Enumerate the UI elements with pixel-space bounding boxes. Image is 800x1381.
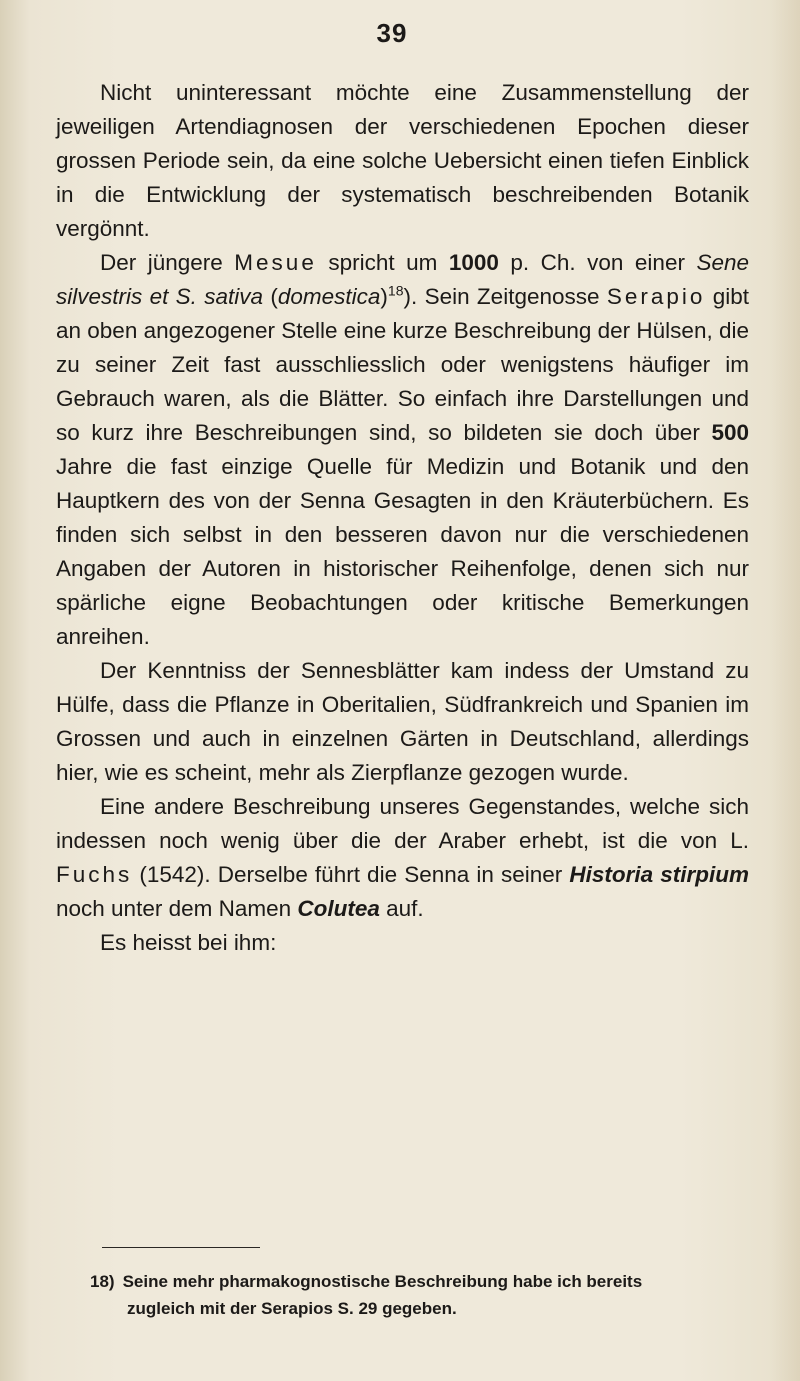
footnote-reference: 18	[387, 282, 404, 299]
text-run: spricht um	[316, 250, 449, 275]
text-run: (	[263, 284, 278, 309]
text-run: (1542). Derselbe führt die Senna in seiner	[132, 862, 570, 887]
text-run: auf.	[379, 896, 424, 921]
author-name-mesue: Mesue	[234, 250, 317, 275]
paragraph-5: Es heisst bei ihm:	[100, 930, 277, 955]
text-run: Jahre die fast einzige Quelle für Medizin und Botanik und den Hauptkern des von der Senna Gesagten in den Kräuterbüchern. Es finden sich selbst in den besseren davon nur die verschiedenen Angaben der Autoren in historischer Reihenfolge, denen sich nur spärliche eigne Beobachtungen oder kritische Bemerkungen anreihen.	[56, 454, 749, 649]
paragraph-4	[56, 790, 749, 926]
footnote-divider	[102, 1247, 260, 1248]
footnote-line-1: Seine mehr pharmakognostische Beschreibung habe ich bereits	[122, 1272, 643, 1291]
footnote-line-2: zugleich mit der Serapios S. 29 gegeben.	[127, 1299, 457, 1318]
work-title: Historia stirpium	[569, 862, 750, 887]
years-count: 500	[711, 420, 749, 445]
body-text	[56, 76, 749, 960]
paragraph-3: Der Kenntniss der Sennesblätter kam indess der Umstand zu Hülfe, dass die Pflanze in Oberitalien, Südfrankreich und Spanien im Grossen und auch in einzelnen Gärten in Deutschland, allerdings hier, wie es scheint, mehr als Zierpflanze gezogen wurde.	[56, 658, 749, 785]
species-name: Sene silvestris et S. sativa	[56, 250, 749, 309]
author-name-fuchs: Fuchs	[56, 862, 133, 887]
genus-name: Colutea	[297, 896, 380, 921]
text-run: ). Sein Zeitgenosse	[403, 284, 607, 309]
text-run: Der jüngere	[100, 250, 235, 275]
paragraph-1: Nicht uninteressant möchte eine Zusammenstellung der jeweiligen Artendiagnosen der verschiedenen Epochen dieser grossen Periode sein, da eine solche Uebersicht einen tiefen Einblick in die Entwicklung der systematisch beschreibenden Botanik vergönnt.	[56, 80, 749, 241]
year: 1000	[448, 250, 499, 275]
text-run: Eine andere Beschreibung unseres Gegenstandes, welche sich indessen noch wenig über die der Araber erhebt, ist die von L.	[56, 794, 749, 853]
text-run: p. Ch. von einer	[498, 250, 697, 275]
footnote-number: 18)	[90, 1272, 115, 1291]
text-run: )	[380, 284, 388, 309]
species-variety: domestica	[277, 284, 381, 309]
author-name-serapio: Serapio	[606, 284, 706, 309]
text-run: gibt an oben angezogener Stelle eine kurze Beschreibung der Hülsen, die zu seiner Zeit fast ausschliesslich oder wenigstens häufiger im Gebrauch waren, als die Blätter. So einfach ihre Darstellungen und so kurz ihre Beschreibungen sind, so bildeten sie doch über	[56, 284, 750, 445]
page-number: 39	[376, 18, 408, 48]
paragraph-2	[56, 246, 749, 654]
text-run: noch unter dem Namen	[56, 896, 298, 921]
footnote	[90, 1268, 730, 1322]
